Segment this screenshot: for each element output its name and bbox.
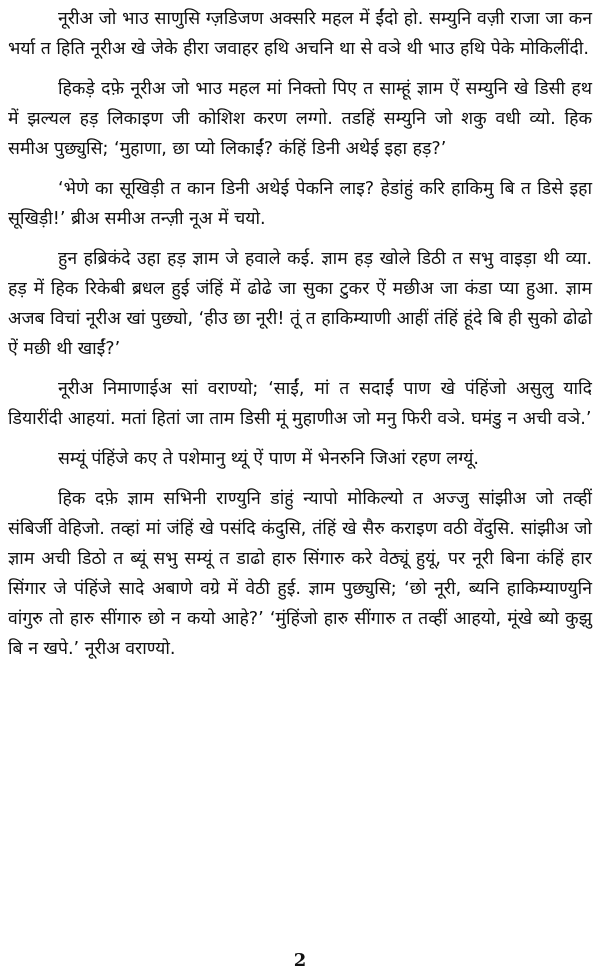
paragraph-1: नूरीअ जो भाउ साणुसि ग्ज़डिजण अक्सरि महल में ईंदो हो. सम्युनि वज़ी राजा जा कन भर्या त हिति नूरीअ खे जेके हीरा जवाहर हथि अचनि था से वञे थी भाउ हथि पेके मोकिलींदी. xyxy=(8,9,592,59)
paragraph-3: ‘भेणे का सूखिड़ी त कान डिनी अथेई पेकनि लाइ? हेडांहुं करि हाकिमु बि त डिसे इहा सूखिड़ी!’ ब्रीअ समीअ तन्ज़ी नूअ में चयो. xyxy=(8,179,592,229)
page-number: 2 xyxy=(293,950,307,971)
document-page xyxy=(8,4,592,664)
paragraph-5: नूरीअ निमाणाईअ सां वराण्यो; ‘साईं, मां त सदाईं पाण खे पंहिंजो असुलु यादि डियारींदी आहयां. मतां हितां जा ताम डिसी मूं मुहाणीअ जो मनु फिरी वञे. घमंडु न अची वञे.’ xyxy=(8,379,592,429)
paragraph-4: हुन हब्रिकंदे उहा हड़ ज्ञाम जे हवाले कई. ज्ञाम हड़ खोले डिठी त सभु वाइड़ा थी व्या. हड़ में हिक रिकेबी ब्रधल हुई जंहिं में ढोढे जा सुका टुकर ऐं मछीअ जा कंडा प्या हुआ. ज्ञाम अजब विचां नूरीअ खां पुछ्यो, ‘हीउ छा नूरी! तूं त हाकिम्याणी आहीं तंहिं हूंदे बि ही सुको ढोढो ऐं मछी थी खाईं?’ xyxy=(8,249,592,359)
paragraph-6: सम्यूं पंहिंजे कए ते पशेमानु थ्यूं ऐं पाण में भेनरुनि जिआं रहण लग्यूं. xyxy=(58,449,479,469)
paragraph-7: हिक दफ़े ज्ञाम सभिनी राण्युनि डांहुं न्यापो मोकिल्यो त अज्जु सांझीअ जो तव्हीं संबिर्जी वेहिजो. तव्हां मां जंहिं खे पसंदि कंदुसि, तंहिं खे सैरु कराइण वठी वेंदुसि. सांझीअ जो ज्ञाम अची डिठो त ब्यूं सभु सम्यूं त डाढो हारु सिंगारु करे वेठ्यूं हुयूं, पर नूरी बिना कंहिं हार सिंगार जे पंहिंजे सादे अबाणे वग्रे में वेठी हुई. ज्ञाम पुछ्युसि; ‘छो नूरी, ब्यनि हाकिम्याण्युनि वांगुरु तो हारु सींगारु छो न कयो आहे?’ ‘मुंहिंजो हारु सींगारु त तव्हीं आहयो, मूंखे ब्यो कुझु बि न खपे.’ नूरीअ वराण्यो. xyxy=(8,489,592,659)
paragraph-2: हिकड़े दफ़े नूरीअ जो भाउ महल मां निक्तो पिए त साम्हूं ज्ञाम ऐं सम्युनि खे डिसी हथ में झल्यल हड़ लिकाइण जी कोशिश करण लग्गो. तडहिं सम्युनि जो शकु वधी व्यो. हिक समीअ पुछ्युसि; ‘मुहाणा, छा प्यो लिकाईं? कंहिं डिनी अथेई इहा हड़?’ xyxy=(8,79,592,159)
